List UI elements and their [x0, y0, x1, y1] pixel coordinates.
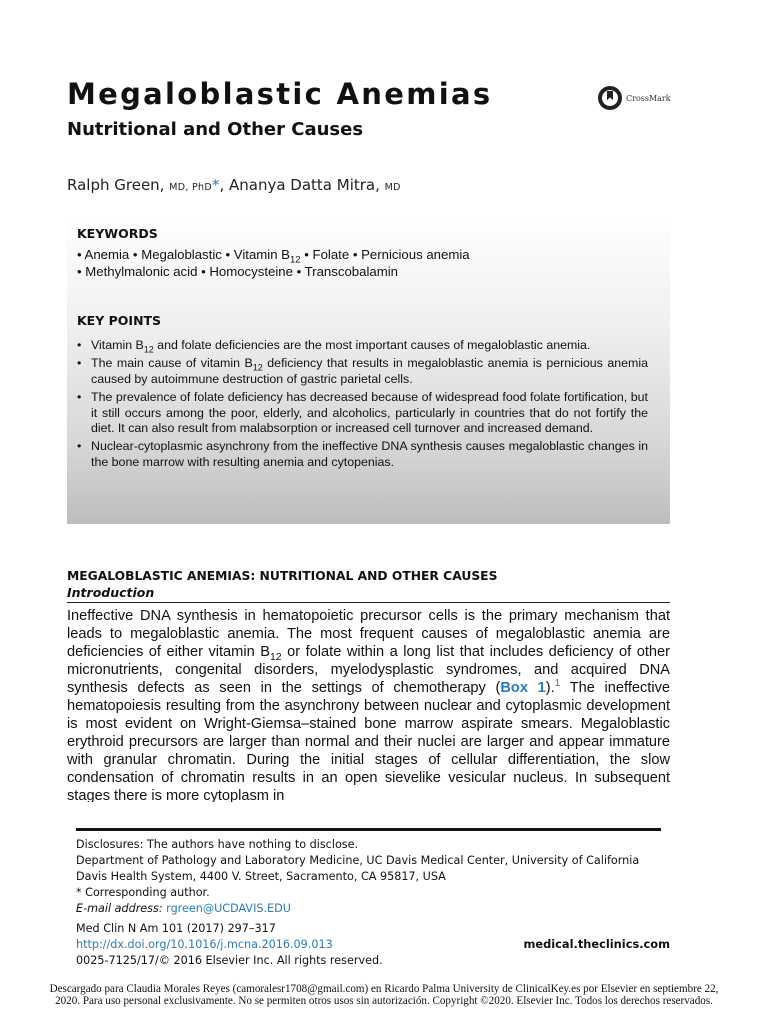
author-line — [67, 176, 401, 194]
email-note: E-mail address: rgreen@UCDAVIS.EDU — [76, 902, 291, 915]
disclosures-note: Disclosures: The authors have nothing to disclose. — [76, 838, 359, 851]
email-link[interactable]: rgreen@UCDAVIS.EDU — [166, 902, 291, 915]
section-subtitle: Introduction — [67, 585, 155, 600]
key-points-section — [77, 313, 648, 473]
section-divider — [67, 602, 670, 603]
footnotes — [76, 837, 668, 917]
key-point-item: • Vitamin $B_{12}$ and folate deficiencies are the most important causes of megaloblastic anemia. — [77, 338, 591, 355]
keywords-heading: KEYWORDS — [77, 226, 158, 241]
reference-1-link[interactable]: 1 — [554, 678, 561, 690]
body-paragraph: Ineffective DNA synthesis in hematopoietic precursor cells is the primary mechanism that leads to megaloblastic anemia. The most frequent causes of megaloblastic anemia are deficiencies of either vitamin $B_{12}$ or folate within a long list that includes deficiency of other micronutrients, congenital disorders, myelodysplastic syndromes, and acquired DNA synthesis defects as seen in the settings of chemotherapy (Box 1).$^1$ The ineffective hematopoiesis resulting from the asynchrony between nuclear and cytoplasmic development is most evident on Wright-Giemsa–stained bone marrow aspirate smears. Megaloblastic erythroid precursors are larger than normal and their nuclei are larger and appear immature with granular chromatin. During the initial stages of cellular differentiation, the slow condensation of chromatin results in an open sievelike vesicular nucleus. In subsequent stages there is more cytoplasm in — [67, 608, 670, 802]
keywords-keypoints-box — [67, 214, 670, 524]
copyright-line: 0025-7125/17/© 2016 Elsevier Inc. All rights reserved. — [76, 954, 383, 967]
key-points-heading: KEY POINTS — [77, 313, 162, 328]
citation-block — [76, 921, 383, 969]
author-name: , Ananya Datta Mitra, — [219, 176, 380, 194]
download-notice: Descargado para Claudia Morales Reyes (camoralesr1708@gmail.com) en Ricardo Palma University de ClinicalKey.es por Elsevier en septiembre 22, 2020. Para uso personal exclusivamente. No se permiten otros usos sin autorización. Copyright ©2020. Elsevier Inc. Todos los derechos reservados. — [49, 983, 719, 1007]
key-point-item: • Nuclear-cytoplasmic asynchrony from the ineffective DNA synthesis causes megaloblastic changes in the bone marrow with resulting anemia and cytopenias. — [77, 439, 648, 469]
keywords-section — [77, 226, 648, 280]
crossmark-label: CrossMark — [626, 93, 671, 103]
article-title: Megaloblastic Anemias — [67, 77, 493, 111]
journal-website: medical.theclinics.com — [523, 937, 670, 951]
crossmark-icon — [597, 85, 623, 111]
box-1-link[interactable]: Box 1 — [500, 680, 546, 696]
doi-link[interactable]: http://dx.doi.org/10.1016/j.mcna.2016.09.013 — [76, 938, 333, 951]
key-points-list — [77, 338, 648, 470]
author-degrees: MD, PhD — [169, 182, 212, 193]
article-subtitle: Nutritional and Other Causes — [67, 119, 364, 140]
author-name: Ralph Green, — [67, 176, 165, 194]
footnote-divider — [76, 828, 661, 831]
author-degrees: MD — [384, 182, 401, 193]
corresponding-mark[interactable]: * — [211, 176, 220, 194]
crossmark-badge[interactable] — [597, 85, 671, 111]
corresponding-note: * Corresponding author. — [76, 886, 210, 899]
affiliation-note: Department of Pathology and Laboratory Medicine, UC Davis Medical Center, University of California Davis Health System, 4400 V. Street, Sacramento, CA 95817, USA — [76, 854, 640, 883]
keywords-line: • Anemia • Megaloblastic • Vitamin $B_{12}$ • Folate • Pernicious anemia — [77, 247, 470, 266]
keywords-line: • Methylmalonic acid • Homocysteine • Transcobalamin — [77, 264, 398, 279]
key-point-item: • The prevalence of folate deficiency has decreased because of widespread food folate fortification, but it still occurs among the poor, elderly, and alcoholics, particularly in countries that do not fortify the diet. It can also result from malabsorption or increased cell turnover and increased demand. — [77, 390, 648, 436]
journal-citation: Med Clin N Am 101 (2017) 297–317 — [76, 922, 276, 935]
section-title: MEGALOBLASTIC ANEMIAS: NUTRITIONAL AND OTHER CAUSES — [67, 569, 498, 583]
key-point-item: • The main cause of vitamin $B_{12}$ deficiency that results in megaloblastic anemia is pernicious anemia caused by autoimmune destruction of gastric parietal cells. — [77, 356, 648, 386]
